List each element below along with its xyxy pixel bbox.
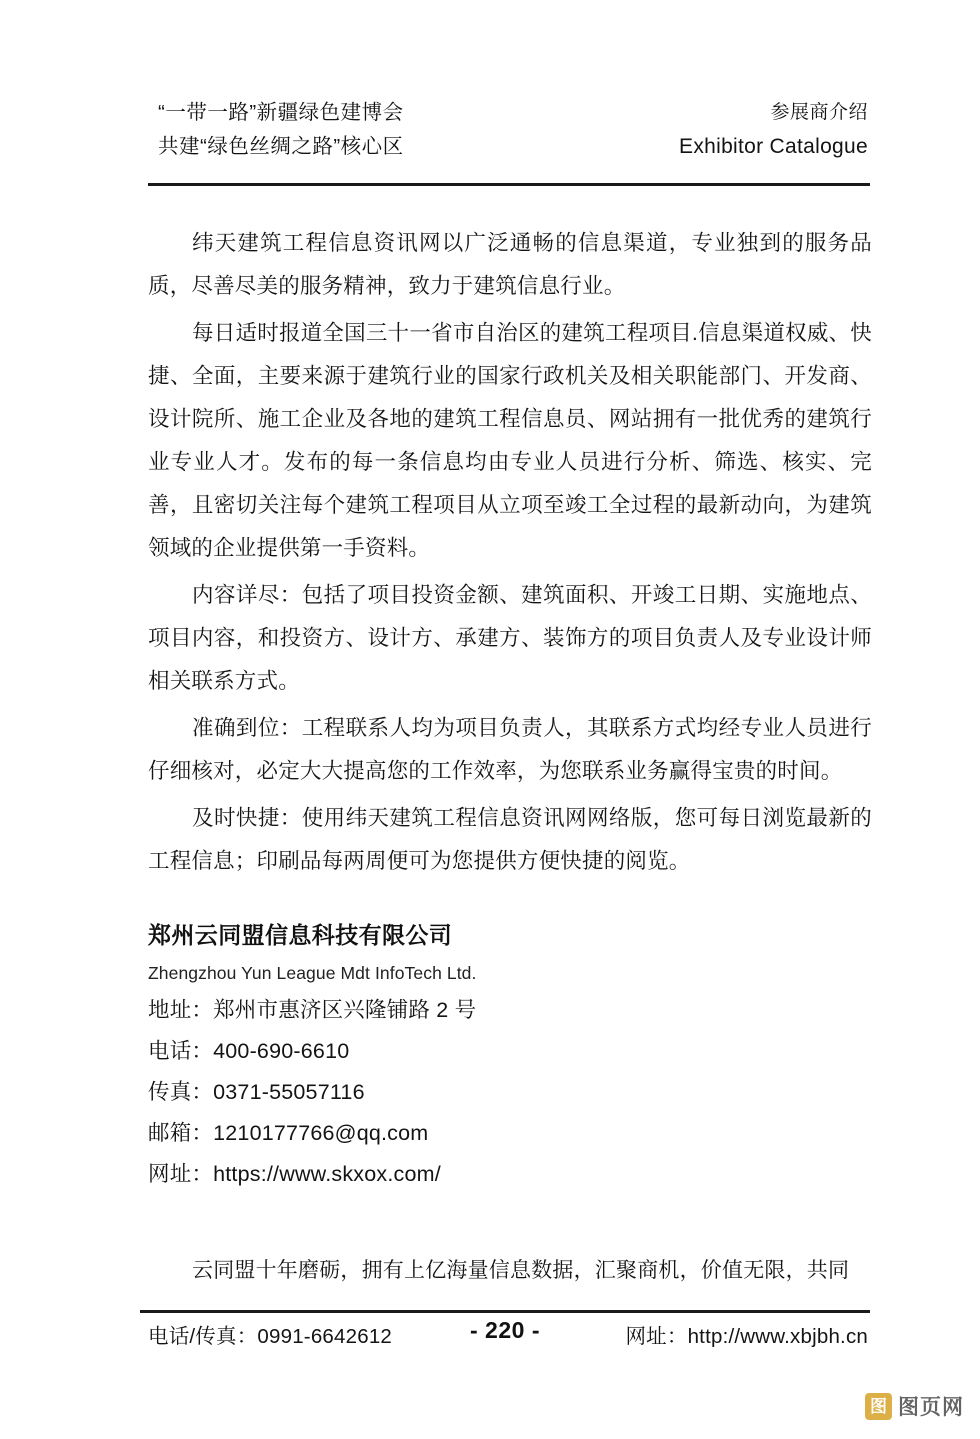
company-phone: 电话：400-690-6610: [148, 1039, 350, 1063]
header-title-line2: 共建“绿色丝绸之路”核心区: [158, 135, 404, 158]
header-section-en: Exhibitor Catalogue: [679, 135, 868, 158]
footer-contact: 电话/传真：0991-6642612: [148, 1325, 393, 1348]
page-number: - 220 -: [470, 1317, 540, 1343]
paragraph-4: 准确到位：工程联系人均为项目负责人，其联系方式均经专业人员进行仔细核对，必定大大提高您的工作效率，为您联系业务赢得宝贵的时间。: [148, 716, 872, 783]
header-right-block: [568, 96, 868, 164]
company-name-en: Zhengzhou Yun League Mdt InfoTech Ltd.: [148, 963, 477, 983]
header-title-line1: “一带一路”新疆绿色建博会: [158, 101, 404, 124]
company-website: 网址：https://www.skxox.com/: [148, 1162, 441, 1186]
paragraph-1: 纬天建筑工程信息资讯网以广泛通畅的信息渠道，专业独到的服务品质，尽善尽美的服务精神，致力于建筑信息行业。: [148, 231, 872, 298]
company-name-cn: 郑州云同盟信息科技有限公司: [148, 922, 453, 948]
body-content: [148, 222, 872, 887]
header-section-cn: 参展商介绍: [770, 102, 868, 123]
company-info-block: [148, 916, 872, 1195]
paragraph-5: 及时快捷：使用纬天建筑工程信息资讯网网络版，您可每日浏览最新的工程信息；印刷品每两周便可为您提供方便快捷的阅览。: [148, 806, 872, 873]
page-footer: [140, 1313, 870, 1359]
watermark-text: 图页网: [898, 1396, 964, 1419]
paragraph-3: 内容详尽：包括了项目投资金额、建筑面积、开竣工日期、实施地点、项目内容，和投资方、设计方、承建方、装饰方的项目负责人及专业设计师相关联系方式。: [148, 583, 872, 693]
company-email: 邮箱：1210177766@qq.com: [148, 1121, 429, 1145]
watermark-logo-icon: 图: [865, 1393, 892, 1420]
paragraph-2: 每日适时报道全国三十一省市自治区的建筑工程项目.信息渠道权威、快捷、全面，主要来源于建筑行业的国家行政机关及相关职能部门、开发商、设计院所、施工企业及各地的建筑工程信息员、网站拥有一批优秀的建筑行业专业人才。发布的每一条信息均由专业人员进行分析、筛选、核实、完善，且密切关注每个建筑工程项目从立项至竣工全过程的最新动向，为建筑领域的企业提供第一手资料。: [148, 321, 872, 560]
company-tagline: 云同盟十年磨砺，拥有上亿海量信息数据，汇聚商机，价值无限，共同: [192, 1259, 850, 1282]
page-header: [148, 96, 870, 184]
footer-website: 网址：http://www.xbjbh.cn: [625, 1325, 868, 1348]
header-left-block: [158, 96, 578, 164]
company-address: 地址：郑州市惠济区兴隆铺路 2 号: [148, 998, 477, 1022]
company-fax: 传真：0371-55057116: [148, 1080, 365, 1104]
watermark: [865, 1391, 964, 1421]
header-divider: [148, 183, 870, 186]
